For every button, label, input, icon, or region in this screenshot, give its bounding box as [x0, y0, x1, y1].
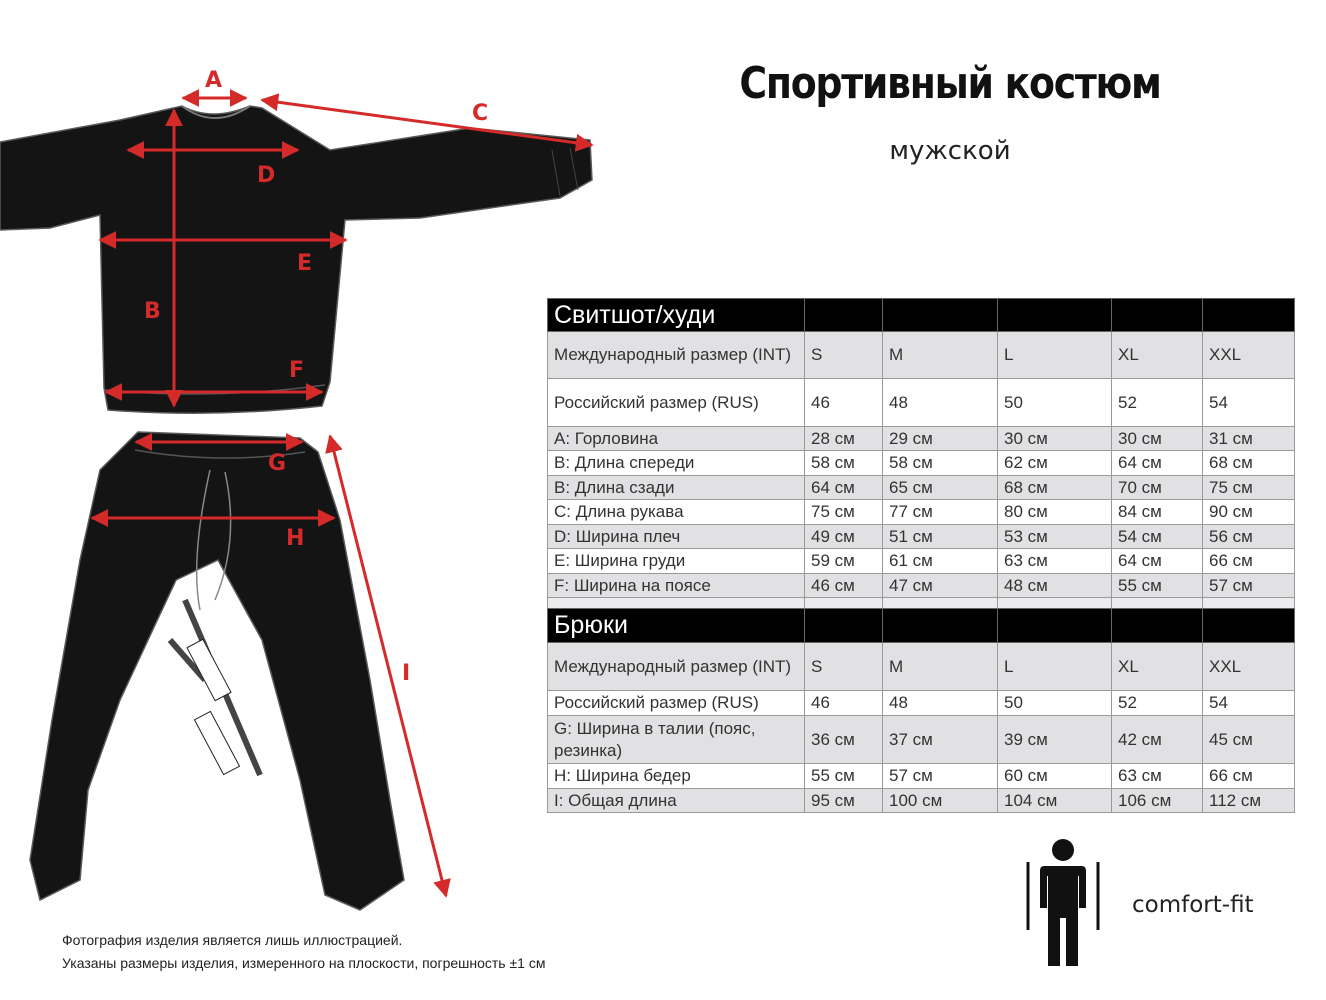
- cell: 60 см: [998, 764, 1112, 789]
- cell: 100 см: [883, 789, 998, 813]
- row-label: В: Длина спереди: [548, 451, 805, 476]
- cell: 55 см: [805, 764, 883, 789]
- row-label: А: Горловина: [548, 427, 805, 451]
- cell: 59 см: [805, 549, 883, 574]
- table-title: Брюки: [548, 609, 805, 643]
- cell: XL: [1112, 332, 1203, 379]
- cell: 42 см: [1112, 716, 1203, 764]
- label-c: C: [472, 101, 489, 126]
- cell: 49 см: [805, 525, 883, 549]
- cell: XL: [1112, 643, 1203, 691]
- cell: 31 см: [1203, 427, 1295, 451]
- cell: 55 см: [1112, 574, 1203, 598]
- cell: 51 см: [883, 525, 998, 549]
- cell: S: [805, 643, 883, 691]
- cell: S: [805, 332, 883, 379]
- sweatshirt-size-table: [547, 298, 1295, 609]
- cell: 48 см: [998, 574, 1112, 598]
- label-f: F: [289, 358, 305, 383]
- cell: 75 см: [1203, 476, 1295, 500]
- cell: 63 см: [1112, 764, 1203, 789]
- row-label: Международный размер (INT): [548, 643, 805, 691]
- cell: XXL: [1203, 332, 1295, 379]
- label-d: D: [257, 163, 276, 188]
- cell: 84 см: [1112, 500, 1203, 525]
- cell: XXL: [1203, 643, 1295, 691]
- cell: 106 см: [1112, 789, 1203, 813]
- cell: 50: [998, 379, 1112, 427]
- cell: 57 см: [1203, 574, 1295, 598]
- cell: 58 см: [883, 451, 998, 476]
- cell: 70 см: [1112, 476, 1203, 500]
- cell: 30 см: [1112, 427, 1203, 451]
- cell: 62 см: [998, 451, 1112, 476]
- cell: 68 см: [1203, 451, 1295, 476]
- cell: 56 см: [1203, 525, 1295, 549]
- cell: 75 см: [805, 500, 883, 525]
- row-label: F: Ширина на поясе: [548, 574, 805, 598]
- cell: 48: [883, 691, 998, 716]
- cell: 68 см: [998, 476, 1112, 500]
- cell: 66 см: [1203, 764, 1295, 789]
- cell: 52: [1112, 379, 1203, 427]
- row-label: I: Общая длина: [548, 789, 805, 813]
- cell: 65 см: [883, 476, 998, 500]
- cell: M: [883, 332, 998, 379]
- cell: 46: [805, 379, 883, 427]
- cell: 54: [1203, 691, 1295, 716]
- row-label: Российский размер (RUS): [548, 379, 805, 427]
- cell: 54: [1203, 379, 1295, 427]
- cell: 37 см: [883, 716, 998, 764]
- label-g: G: [268, 451, 287, 476]
- label-e: E: [297, 251, 313, 276]
- cell: 28 см: [805, 427, 883, 451]
- cell: 77 см: [883, 500, 998, 525]
- cell: 63 см: [998, 549, 1112, 574]
- cell: 30 см: [998, 427, 1112, 451]
- row-label: Международный размер (INT): [548, 332, 805, 379]
- cell: 46 см: [805, 574, 883, 598]
- label-i: I: [402, 661, 411, 686]
- cell: M: [883, 643, 998, 691]
- label-b: B: [144, 299, 161, 324]
- label-h: H: [286, 526, 305, 551]
- cell: 52: [1112, 691, 1203, 716]
- cell: 104 см: [998, 789, 1112, 813]
- row-label: В: Длина сзади: [548, 476, 805, 500]
- cell: 95 см: [805, 789, 883, 813]
- cell: 47 см: [883, 574, 998, 598]
- cell: 90 см: [1203, 500, 1295, 525]
- disclaimer-note: Фотография изделия является лишь иллюстрацией.: [62, 932, 403, 948]
- row-label: D: Ширина плеч: [548, 525, 805, 549]
- fit-label: comfort-fit: [1132, 892, 1254, 918]
- cell: 64 см: [1112, 451, 1203, 476]
- cell: 45 см: [1203, 716, 1295, 764]
- cell: 58 см: [805, 451, 883, 476]
- row-label: Н: Ширина бедер: [548, 764, 805, 789]
- garment-illustration: [0, 0, 600, 925]
- person-fit-icon: [1022, 836, 1104, 968]
- cell: 39 см: [998, 716, 1112, 764]
- measurement-note: Указаны размеры изделия, измеренного на плоскости, погрешность ±1 см: [62, 955, 546, 971]
- cell: 48: [883, 379, 998, 427]
- cell: 54 см: [1112, 525, 1203, 549]
- row-label: G: Ширина в талии (пояс, резинка): [548, 716, 805, 764]
- cell: L: [998, 332, 1112, 379]
- table-title: Свитшот/худи: [548, 299, 805, 332]
- cell: 29 см: [883, 427, 998, 451]
- page-title: Спортивный костюм: [739, 58, 1161, 109]
- cell: 50: [998, 691, 1112, 716]
- cell: 64 см: [1112, 549, 1203, 574]
- cell: 53 см: [998, 525, 1112, 549]
- page-subtitle: мужской: [889, 136, 1011, 166]
- cell: 66 см: [1203, 549, 1295, 574]
- cell: 46: [805, 691, 883, 716]
- cell: L: [998, 643, 1112, 691]
- pants-size-table: [547, 608, 1295, 813]
- cell: 61 см: [883, 549, 998, 574]
- cell: 64 см: [805, 476, 883, 500]
- cell: 36 см: [805, 716, 883, 764]
- row-label: Е: Ширина груди: [548, 549, 805, 574]
- cell: 57 см: [883, 764, 998, 789]
- cell: 80 см: [998, 500, 1112, 525]
- row-label: С: Длина рукава: [548, 500, 805, 525]
- row-label: Российский размер (RUS): [548, 691, 805, 716]
- label-a: A: [205, 68, 223, 93]
- cell: 112 см: [1203, 789, 1295, 813]
